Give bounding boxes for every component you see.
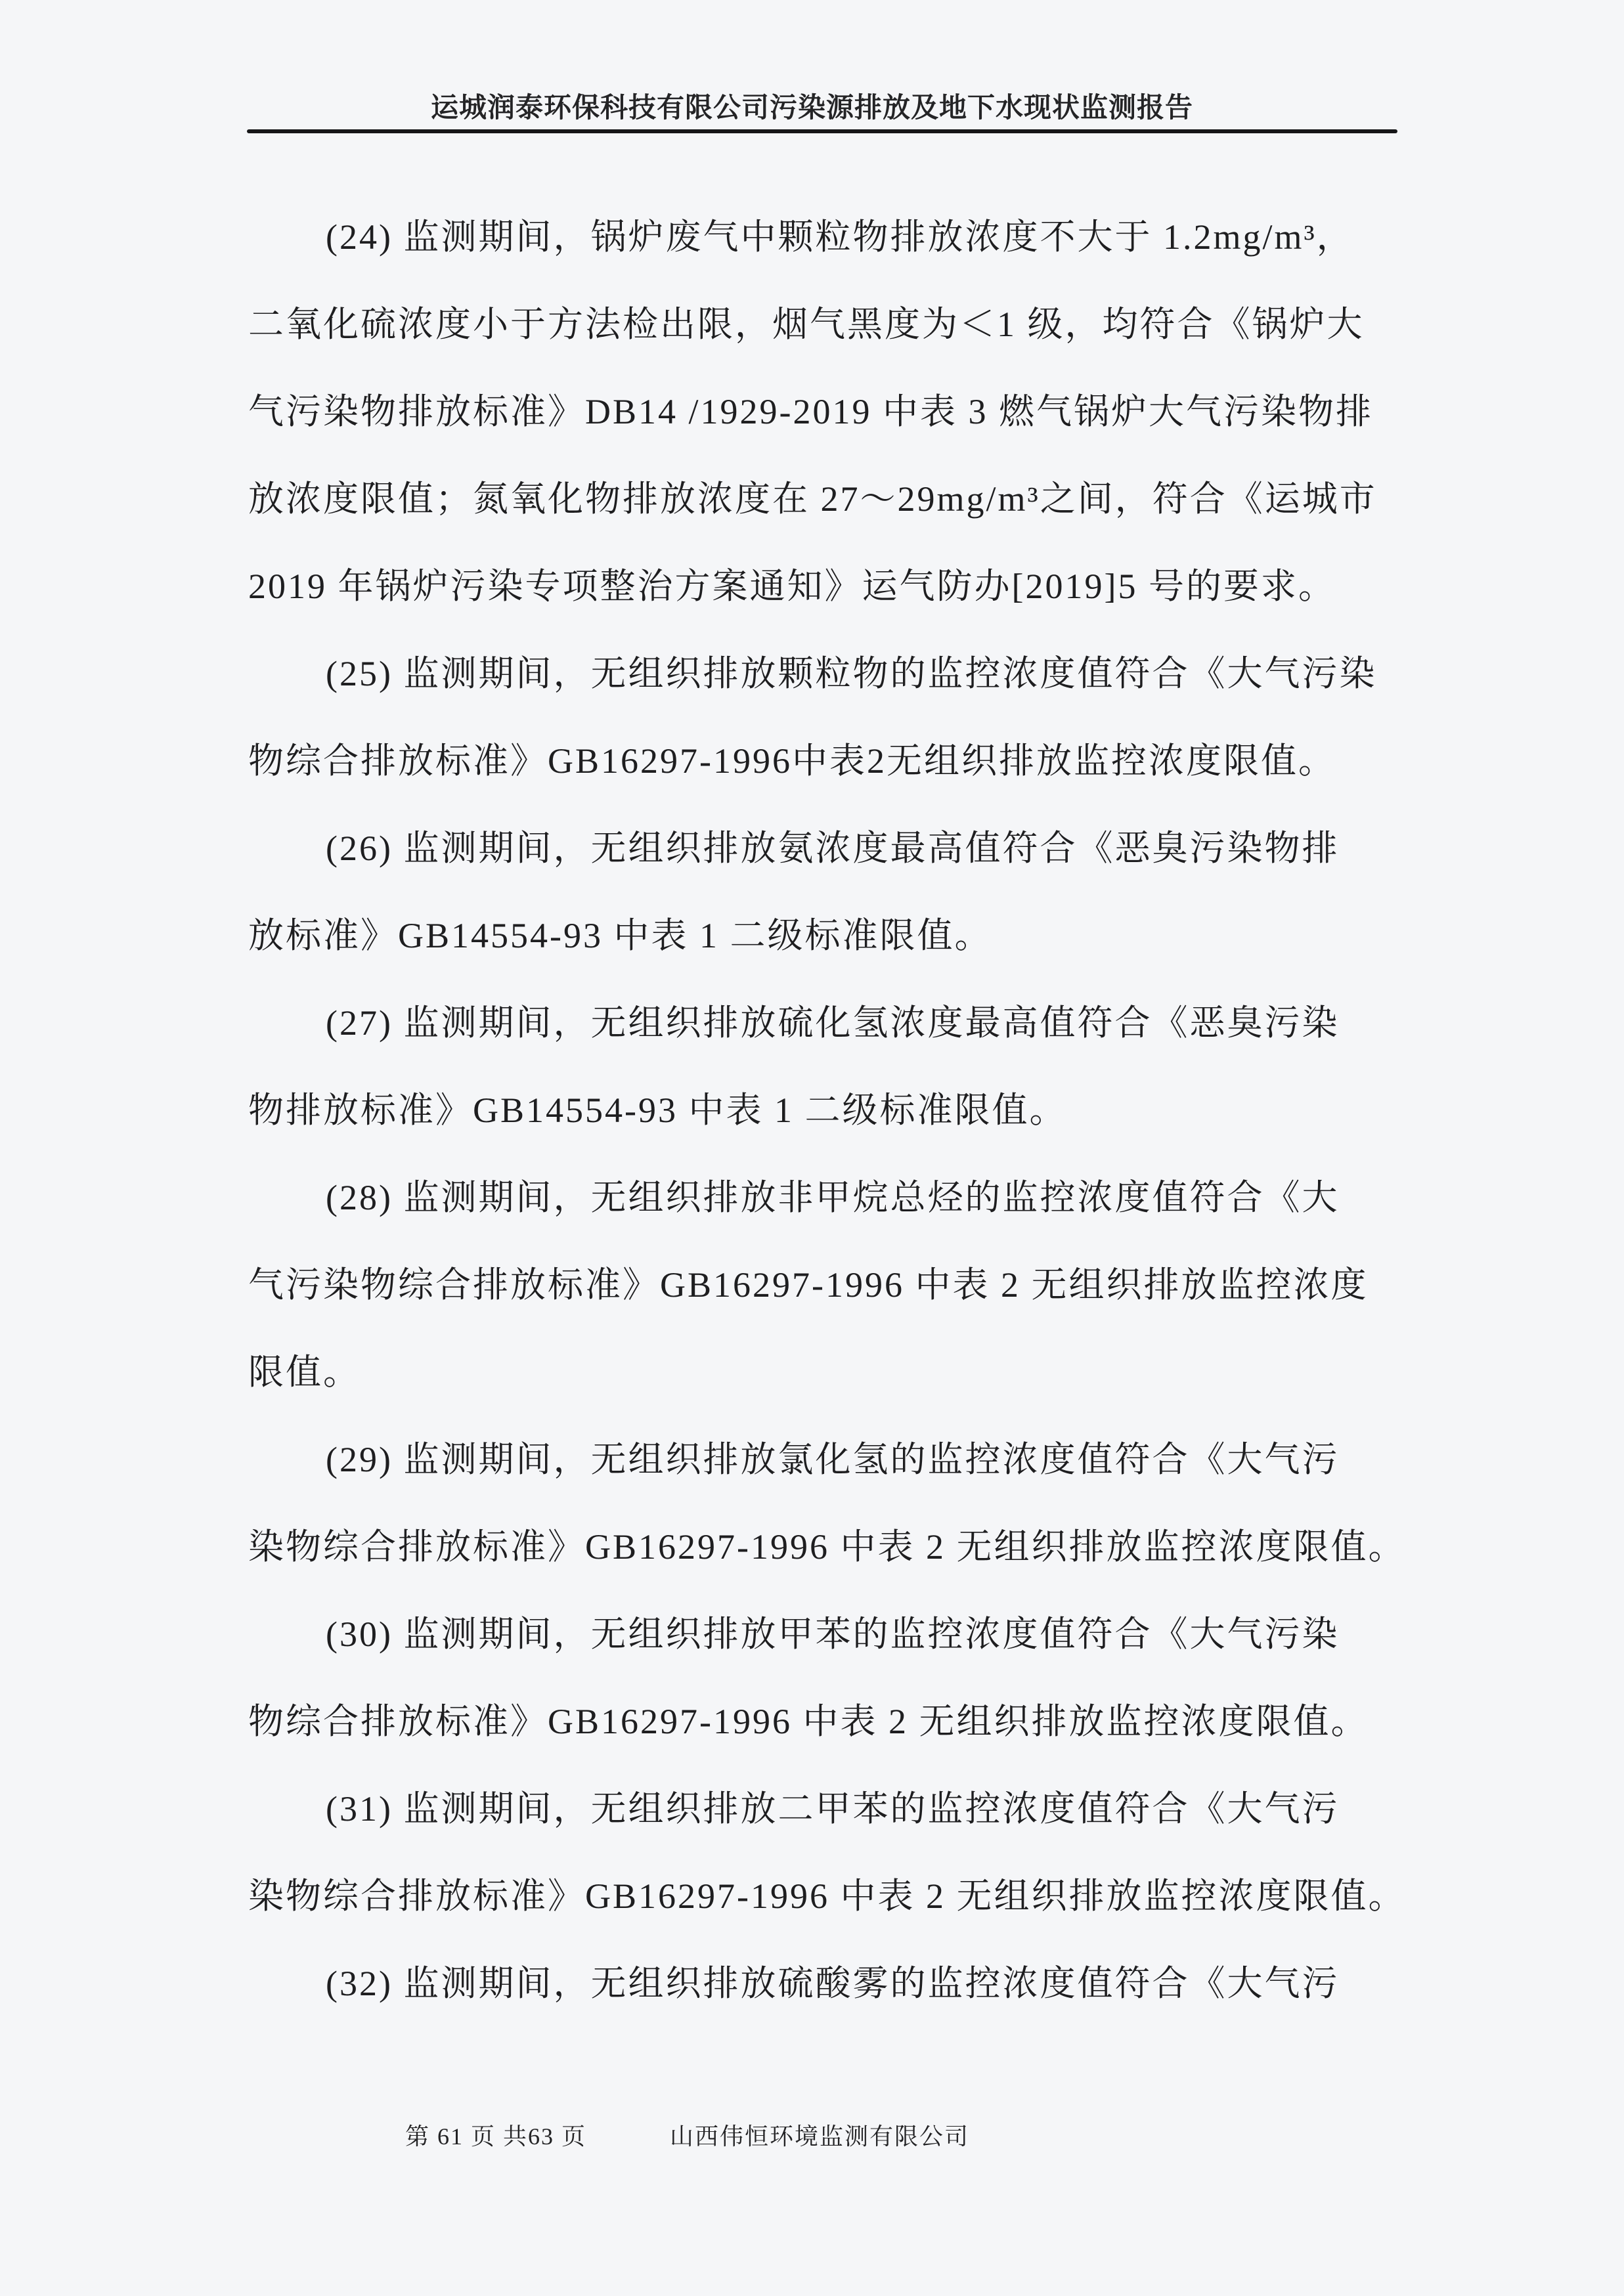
body-line: 放标准》GB14554-93 中表 1 二级标准限值。	[248, 916, 992, 955]
body-line: (27) 监测期间，无组织排放硫化氢浓度最高值符合《恶臭污染	[326, 1003, 1340, 1043]
body-line: (31) 监测期间，无组织排放二甲苯的监控浓度值符合《大气污	[326, 1789, 1340, 1829]
body-line: (30) 监测期间，无组织排放甲苯的监控浓度值符合《大气污染	[326, 1614, 1340, 1654]
page-number: 第 61 页 共63 页	[405, 2123, 587, 2150]
document-body	[248, 194, 1406, 2027]
body-line: (28) 监测期间，无组织排放非甲烷总烃的监控浓度值符合《大	[326, 1178, 1340, 1217]
body-line: 染物综合排放标准》GB16297-1996 中表 2 无组织排放监控浓度限值。	[248, 1876, 1406, 1916]
body-line: 限值。	[248, 1353, 361, 1392]
body-line: 放浓度限值；氮氧化物排放浓度在 27～29mg/m³之间，符合《运城市	[248, 479, 1377, 519]
body-line: 二氧化硫浓度小于方法检出限，烟气黑度为＜1 级，均符合《锅炉大	[248, 305, 1365, 344]
body-line: 物排放标准》GB14554-93 中表 1 二级标准限值。	[248, 1091, 1067, 1130]
body-line: (32) 监测期间，无组织排放硫酸雾的监控浓度值符合《大气污	[326, 1964, 1340, 2003]
body-line: (26) 监测期间，无组织排放氨浓度最高值符合《恶臭污染物排	[326, 829, 1340, 868]
body-line: 物综合排放标准》GB16297-1996中表2无组织排放监控浓度限值。	[248, 741, 1336, 781]
body-line: (25) 监测期间，无组织排放颗粒物的监控浓度值符合《大气污染	[326, 654, 1377, 693]
body-line: (24) 监测期间，锅炉废气中颗粒物排放浓度不大于 1.2mg/m³，	[326, 217, 1354, 257]
company-name: 山西伟恒环境监测有限公司	[670, 2123, 970, 2150]
body-line: 气污染物排放标准》DB14 /1929-2019 中表 3 燃气锅炉大气污染物排	[248, 392, 1373, 431]
header-rule	[247, 129, 1397, 133]
body-line: (29) 监测期间，无组织排放氯化氢的监控浓度值符合《大气污	[326, 1440, 1340, 1479]
body-line: 2019 年锅炉污染专项整治方案通知》运气防办[2019]5 号的要求。	[248, 567, 1336, 606]
document-footer	[405, 2118, 969, 2155]
body-line: 染物综合排放标准》GB16297-1996 中表 2 无组织排放监控浓度限值。	[248, 1527, 1406, 1567]
body-line: 气污染物综合排放标准》GB16297-1996 中表 2 无组织排放监控浓度	[248, 1265, 1369, 1305]
body-line: 物综合排放标准》GB16297-1996 中表 2 无组织排放监控浓度限值。	[248, 1702, 1369, 1741]
report-title: 运城润泰环保科技有限公司污染源排放及地下水现状监测报告	[430, 93, 1193, 123]
